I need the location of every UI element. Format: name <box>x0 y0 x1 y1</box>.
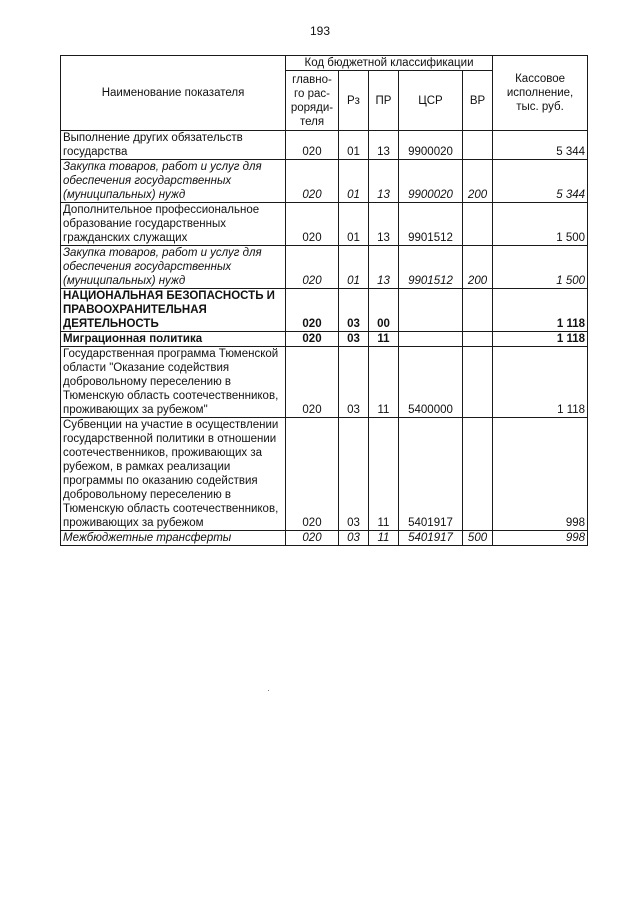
table-row <box>61 332 588 347</box>
row-csr-cell: 9900020 <box>399 131 463 160</box>
row-name-cell: Дополнительное профессиональное образование государственных гражданских служащих <box>61 203 286 246</box>
table-row <box>61 418 588 531</box>
table-row <box>61 203 588 246</box>
row-rz-cell: 03 <box>339 347 369 418</box>
row-name-cell: Закупка товаров, работ и услуг для обеспечения государственных (муниципальных) нужд <box>61 160 286 203</box>
row-rz-cell: 01 <box>339 203 369 246</box>
row-amount-cell: 998 <box>493 531 588 546</box>
row-pr-cell: 11 <box>369 418 399 531</box>
row-admin-cell: 020 <box>286 203 339 246</box>
row-amount-cell: 998 <box>493 418 588 531</box>
row-name-cell: Государственная программа Тюменской области "Оказание содействия добровольному переселению в Тюменскую область соотечественников, проживающих за рубежом" <box>61 347 286 418</box>
scan-dot <box>268 690 269 691</box>
row-vr-cell <box>463 332 493 347</box>
row-amount-cell: 1 118 <box>493 332 588 347</box>
row-amount-cell: 1 118 <box>493 347 588 418</box>
header-code-group: Код бюджетной классификации <box>286 56 493 71</box>
table-row <box>61 246 588 289</box>
row-pr-cell: 13 <box>369 246 399 289</box>
row-vr-cell: 200 <box>463 246 493 289</box>
header-admin-label: главно- го рас- pоряди- теля <box>290 73 334 128</box>
row-vr-cell <box>463 289 493 332</box>
header-rz-column: Рз <box>339 71 369 131</box>
row-pr-cell: 13 <box>369 131 399 160</box>
row-vr-cell: 200 <box>463 160 493 203</box>
table-row <box>61 531 588 546</box>
row-vr-cell <box>463 131 493 160</box>
row-admin-cell: 020 <box>286 131 339 160</box>
row-amount-cell: 1 500 <box>493 203 588 246</box>
row-amount-cell: 5 344 <box>493 131 588 160</box>
row-name-cell: НАЦИОНАЛЬНАЯ БЕЗОПАСНОСТЬ И ПРАВООХРАНИТЕЛЬНАЯ ДЕЯТЕЛЬНОСТЬ <box>61 289 286 332</box>
table-row <box>61 347 588 418</box>
row-name-cell: Субвенции на участие в осуществлении государственной политики в отношении соотечественников, проживающих за рубежом, в рамках реализации программы по оказанию содействия добровольному переселению в Тюменскую область соотечественников, проживающих за рубежом <box>61 418 286 531</box>
row-name-cell: Миграционная политика <box>61 332 286 347</box>
row-rz-cell: 03 <box>339 418 369 531</box>
header-pr-column: ПР <box>369 71 399 131</box>
row-csr-cell: 5401917 <box>399 531 463 546</box>
row-name-cell: Межбюджетные трансферты <box>61 531 286 546</box>
table-row <box>61 289 588 332</box>
row-pr-cell: 13 <box>369 160 399 203</box>
row-vr-cell <box>463 418 493 531</box>
row-vr-cell: 500 <box>463 531 493 546</box>
row-rz-cell: 03 <box>339 531 369 546</box>
row-pr-cell: 00 <box>369 289 399 332</box>
row-csr-cell: 9901512 <box>399 203 463 246</box>
row-pr-cell: 11 <box>369 347 399 418</box>
row-csr-cell <box>399 289 463 332</box>
row-admin-cell: 020 <box>286 246 339 289</box>
row-pr-cell: 13 <box>369 203 399 246</box>
header-name-column: Наименование показателя <box>61 56 286 131</box>
row-name-cell: Закупка товаров, работ и услуг для обеспечения государственных (муниципальных) нужд <box>61 246 286 289</box>
page-number: 193 <box>309 24 331 38</box>
row-amount-cell: 1 500 <box>493 246 588 289</box>
budget-execution-table <box>60 55 588 546</box>
row-amount-cell: 5 344 <box>493 160 588 203</box>
row-csr-cell: 5400000 <box>399 347 463 418</box>
row-admin-cell: 020 <box>286 160 339 203</box>
table-row <box>61 160 588 203</box>
row-rz-cell: 01 <box>339 246 369 289</box>
row-admin-cell: 020 <box>286 347 339 418</box>
header-csr-column: ЦСР <box>399 71 463 131</box>
row-csr-cell: 9901512 <box>399 246 463 289</box>
row-amount-cell: 1 118 <box>493 289 588 332</box>
header-admin-column <box>286 71 339 131</box>
row-admin-cell: 020 <box>286 418 339 531</box>
row-name-cell: Выполнение других обязательств государства <box>61 131 286 160</box>
table-body <box>61 131 588 546</box>
row-rz-cell: 03 <box>339 332 369 347</box>
header-vr-column: ВР <box>463 71 493 131</box>
row-admin-cell: 020 <box>286 332 339 347</box>
row-vr-cell <box>463 347 493 418</box>
row-csr-cell: 5401917 <box>399 418 463 531</box>
table-row <box>61 131 588 160</box>
row-csr-cell <box>399 332 463 347</box>
row-admin-cell: 020 <box>286 531 339 546</box>
row-pr-cell: 11 <box>369 332 399 347</box>
row-pr-cell: 11 <box>369 531 399 546</box>
row-rz-cell: 01 <box>339 160 369 203</box>
row-admin-cell: 020 <box>286 289 339 332</box>
row-vr-cell <box>463 203 493 246</box>
header-amount-column <box>493 56 588 131</box>
row-csr-cell: 9900020 <box>399 160 463 203</box>
row-rz-cell: 03 <box>339 289 369 332</box>
header-amount-label: Кассовое исполнение, тыс. руб. <box>506 73 574 113</box>
row-rz-cell: 01 <box>339 131 369 160</box>
